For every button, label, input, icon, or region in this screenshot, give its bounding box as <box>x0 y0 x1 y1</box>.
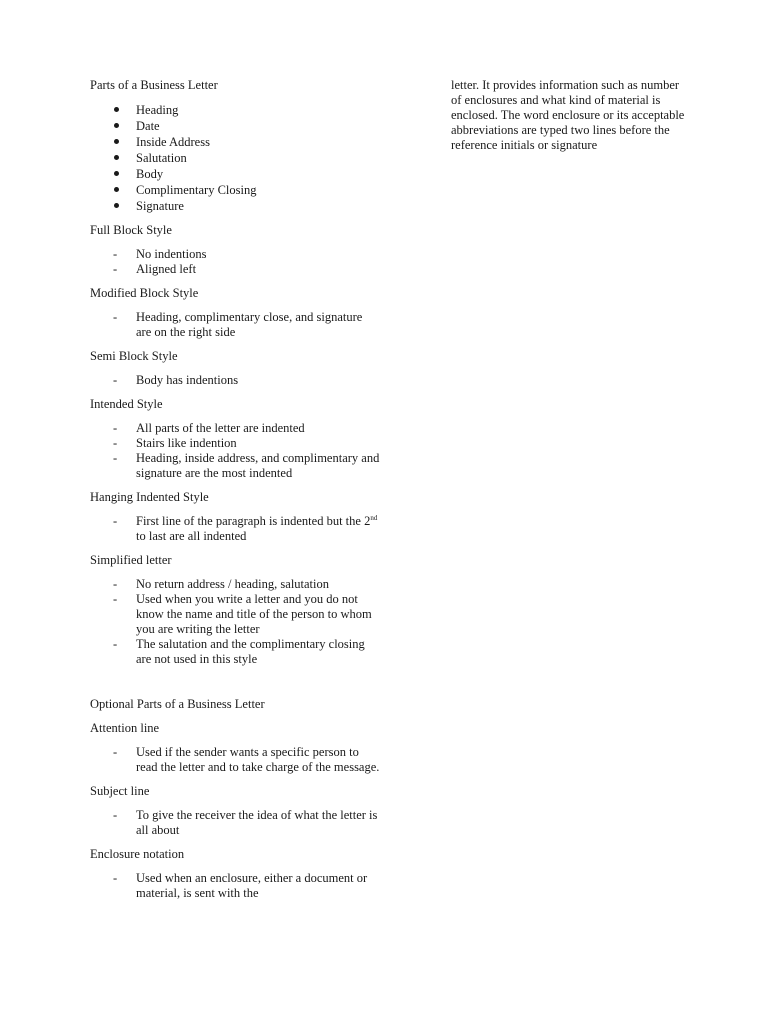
dash-marker: - <box>113 436 118 450</box>
list-item: - Heading, inside address, and complimentary and signature are the most indented <box>113 451 380 480</box>
list-item: - Used if the sender wants a specific person to read the letter and to take charge of the message. <box>113 745 380 774</box>
list-item: - The salutation and the complimentary closing are not used in this style <box>113 637 365 666</box>
bullet-icon <box>114 187 119 192</box>
intended-heading: Intended Style <box>90 397 163 411</box>
dash-marker: - <box>113 247 118 261</box>
list-item: - Heading, complimentary close, and signature are on the right side <box>113 310 363 339</box>
list-item: - Stairs like indention <box>113 436 237 450</box>
bullet-icon <box>114 107 119 112</box>
list-item: Date <box>90 118 380 134</box>
simplified-heading: Simplified letter <box>90 553 172 567</box>
list-item: - No indentions <box>113 247 207 261</box>
left-column <box>90 78 380 910</box>
list-item: Signature <box>90 198 380 214</box>
dash-marker: - <box>113 745 118 759</box>
dash-marker: - <box>113 373 118 387</box>
list-item: - Body has indentions <box>113 373 239 387</box>
list-item: - No return address / heading, salutation <box>113 577 330 591</box>
optional-parts-heading: Optional Parts of a Business Letter <box>90 697 265 711</box>
list-item: - Used when you write a letter and you do not know the name and title of the person to whom you are writing the letter <box>113 592 372 636</box>
modified-block-list <box>90 310 380 340</box>
bullet-icon <box>114 123 119 128</box>
list-item: Inside Address <box>90 134 380 150</box>
list-item: Body <box>90 166 380 182</box>
parts-list <box>90 102 380 214</box>
dash-marker: - <box>113 514 118 528</box>
hanging-heading: Hanging Indented Style <box>90 490 209 504</box>
modified-block-heading: Modified Block Style <box>90 286 199 300</box>
list-item: - Used when an enclosure, either a document or material, is sent with the <box>113 871 368 900</box>
list-item: Complimentary Closing <box>90 182 380 198</box>
dash-marker: - <box>113 421 118 435</box>
list-item: - First line of the paragraph is indented but the 2nd to last are all indented <box>113 514 378 543</box>
full-block-heading: Full Block Style <box>90 223 172 237</box>
dash-marker: - <box>113 592 118 606</box>
attention-heading: Attention line <box>90 721 160 735</box>
bullet-icon <box>114 203 119 208</box>
hanging-list <box>90 514 380 544</box>
list-item: Salutation <box>90 150 380 166</box>
subject-list <box>90 808 380 838</box>
semi-block-heading: Semi Block Style <box>90 349 178 363</box>
dash-marker: - <box>113 871 118 885</box>
full-block-list <box>90 247 380 277</box>
dash-marker: - <box>113 577 118 591</box>
list-item: Heading <box>90 102 380 118</box>
attention-list <box>90 745 380 775</box>
bullet-icon <box>114 139 119 144</box>
right-column <box>451 78 691 153</box>
bullet-icon <box>114 155 119 160</box>
enclosure-heading: Enclosure notation <box>90 847 185 861</box>
subject-heading: Subject line <box>90 784 150 798</box>
dash-marker: - <box>113 637 118 651</box>
enclosure-continuation-text: letter. It provides information such as number of enclosures and what kind of material is enclosed. The word enclosure or its acceptable abbreviations are typed two lines before the reference initials or signature <box>451 78 685 152</box>
list-item: - To give the receiver the idea of what the letter is all about <box>113 808 378 837</box>
list-item: - All parts of the letter are indented <box>113 421 305 435</box>
bullet-icon <box>114 171 119 176</box>
dash-marker: - <box>113 310 118 324</box>
dash-marker: - <box>113 451 118 465</box>
semi-block-list <box>90 373 380 388</box>
dash-marker: - <box>113 808 118 822</box>
list-item: - Aligned left <box>113 262 197 276</box>
simplified-list <box>90 577 380 667</box>
enclosure-list <box>90 871 380 901</box>
parts-heading: Parts of a Business Letter <box>90 78 218 92</box>
intended-list <box>90 421 380 481</box>
dash-marker: - <box>113 262 118 276</box>
